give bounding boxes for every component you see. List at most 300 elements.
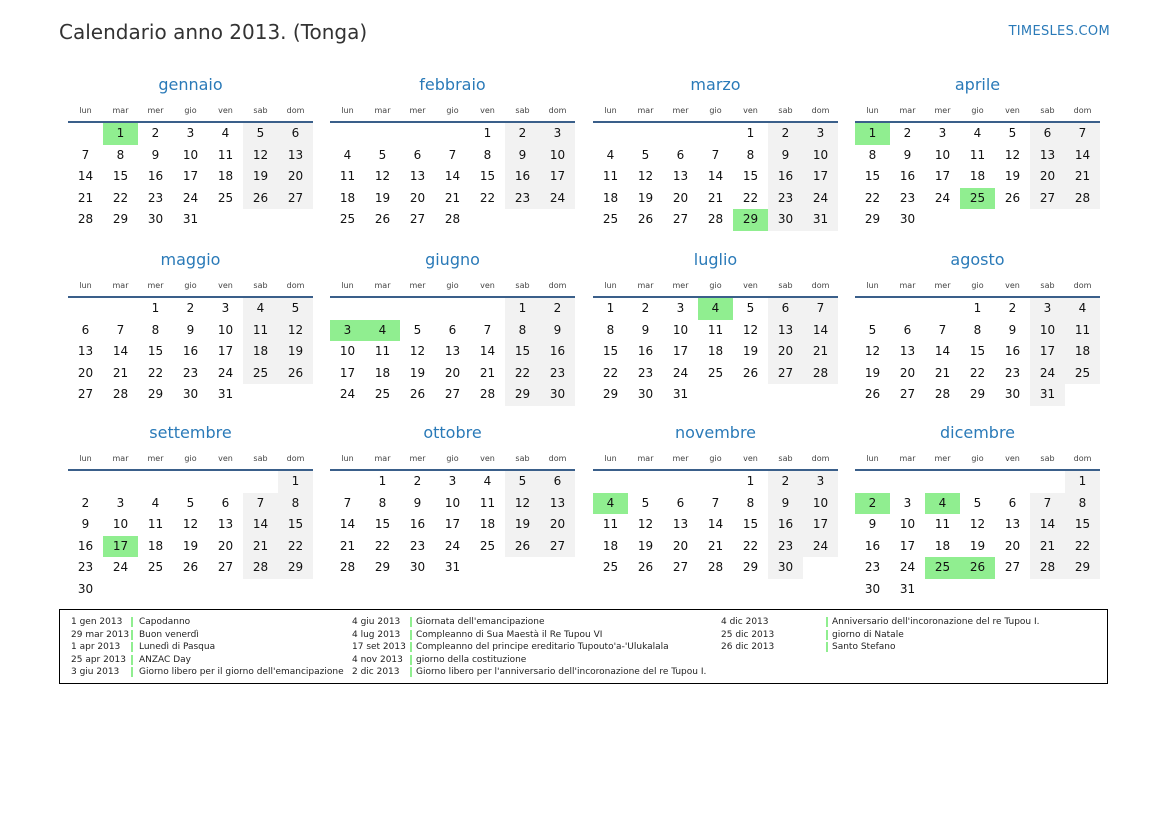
- day-cell: 13: [899, 344, 916, 359]
- day-cell: 25: [339, 212, 356, 227]
- holiday-name: giorno di Natale: [832, 629, 904, 640]
- month-name: luglio: [693, 250, 738, 269]
- empty-cell: [400, 123, 435, 145]
- weekday-label: sab: [253, 454, 268, 463]
- day-cell: 9: [641, 322, 650, 337]
- weekday-label: dom: [548, 281, 567, 290]
- month-name: marzo: [690, 75, 741, 94]
- weekday-label: sab: [253, 106, 268, 115]
- day-cell: 24: [182, 190, 199, 205]
- holiday-name: Compleanno del principe ereditario Tupouto'a-'Ulukalala: [416, 642, 669, 652]
- day-cell: 23: [182, 365, 199, 380]
- holiday-name: ANZAC Day: [139, 654, 191, 665]
- day-cell: 12: [182, 517, 199, 532]
- day-cell: 7: [116, 322, 125, 337]
- day-cell: 5: [413, 322, 422, 337]
- weekday-label: mer: [147, 106, 164, 115]
- day-cell: 10: [182, 147, 199, 162]
- day-cell: 27: [540, 536, 575, 558]
- day-grid: [330, 471, 575, 579]
- day-cell: 10: [540, 145, 575, 167]
- weekday-label: mar: [899, 454, 916, 463]
- day-cell: 29: [147, 387, 164, 402]
- day-cell: 31: [444, 560, 461, 575]
- day-cell: 3: [540, 123, 575, 145]
- day-cell: 28: [1065, 188, 1100, 210]
- holiday-marker: [410, 617, 412, 627]
- weekday-header: [330, 275, 575, 298]
- month-name: aprile: [954, 75, 1001, 94]
- day-cell: 28: [707, 560, 724, 575]
- holiday-day-cell: 1: [855, 123, 890, 145]
- day-cell: 2: [413, 474, 422, 488]
- day-cell: 23: [505, 188, 540, 210]
- weekday-label: mar: [374, 106, 391, 115]
- day-cell: 21: [707, 538, 724, 553]
- day-cell: 27: [672, 212, 689, 227]
- day-grid: [330, 123, 575, 231]
- day-cell: 3: [938, 126, 947, 140]
- day-cell: 4: [606, 147, 615, 162]
- day-cell: 30: [637, 387, 654, 402]
- day-cell: 9: [151, 147, 160, 162]
- day-cell: 6: [413, 147, 422, 162]
- day-cell: 15: [479, 169, 496, 184]
- month-agosto: [855, 245, 1100, 406]
- month-giugno: [330, 245, 575, 406]
- day-cell: 29: [112, 212, 129, 227]
- empty-cell: [663, 123, 698, 145]
- day-cell: 26: [243, 188, 278, 210]
- day-cell: 2: [641, 301, 650, 315]
- day-cell: 23: [637, 365, 654, 380]
- day-cell: 21: [112, 365, 129, 380]
- day-cell: 30: [409, 560, 426, 575]
- weekday-label: mar: [374, 454, 391, 463]
- day-cell: 18: [217, 169, 234, 184]
- day-cell: 16: [768, 514, 803, 536]
- weekday-label: gio: [709, 281, 722, 290]
- day-cell: 30: [1004, 387, 1021, 402]
- day-cell: 14: [934, 344, 951, 359]
- day-cell: 25: [374, 387, 391, 402]
- day-cell: 15: [742, 517, 759, 532]
- day-cell: 14: [707, 517, 724, 532]
- holiday-date: 29 mar 2013: [71, 629, 130, 640]
- day-cell: 13: [217, 517, 234, 532]
- day-cell: 10: [934, 147, 951, 162]
- day-cell: 28: [1030, 557, 1065, 579]
- empty-cell: [593, 123, 628, 145]
- day-cell: 27: [409, 212, 426, 227]
- day-cell: 23: [147, 190, 164, 205]
- weekday-label: dom: [286, 106, 305, 115]
- day-cell: 12: [505, 493, 540, 515]
- weekday-label: mar: [112, 106, 129, 115]
- day-cell: 27: [1030, 188, 1065, 210]
- day-cell: 28: [707, 212, 724, 227]
- holiday-date: 25 dic 2013: [721, 629, 775, 640]
- day-cell: 8: [505, 320, 540, 342]
- day-cell: 13: [672, 169, 689, 184]
- site-link[interactable]: TIMESLES.COM: [1008, 24, 1110, 39]
- empty-cell: [925, 471, 960, 493]
- day-cell: 28: [77, 212, 94, 227]
- day-cell: 22: [278, 536, 313, 558]
- day-cell: 10: [672, 322, 689, 337]
- empty-cell: [330, 298, 365, 320]
- weekday-label: lun: [604, 106, 617, 115]
- holiday-name: Lunedì di Pasqua: [139, 642, 216, 652]
- day-cell: 24: [899, 560, 916, 575]
- day-cell: 6: [676, 147, 685, 162]
- day-cell: 28: [243, 557, 278, 579]
- day-cell: 21: [707, 190, 724, 205]
- day-cell: 8: [868, 147, 877, 162]
- day-cell: 5: [278, 298, 313, 320]
- day-cell: 20: [278, 166, 313, 188]
- empty-cell: [470, 298, 505, 320]
- day-cell: 1: [483, 126, 492, 140]
- day-cell: 18: [969, 169, 986, 184]
- holiday-legend: [59, 609, 1108, 684]
- day-cell: 10: [803, 493, 838, 515]
- holiday-marker: [410, 630, 412, 640]
- day-cell: 2: [505, 123, 540, 145]
- day-cell: 2: [186, 301, 195, 315]
- day-cell: 17: [803, 166, 838, 188]
- weekday-label: ven: [480, 281, 495, 290]
- weekday-label: ven: [480, 106, 495, 115]
- day-cell: 20: [409, 190, 426, 205]
- day-cell: 11: [217, 147, 234, 162]
- empty-cell: [243, 471, 278, 493]
- month-name: gennaio: [158, 75, 223, 94]
- day-cell: 21: [444, 190, 461, 205]
- day-cell: 29: [969, 387, 986, 402]
- day-cell: 22: [147, 365, 164, 380]
- day-cell: 5: [868, 322, 877, 337]
- day-cell: 12: [374, 169, 391, 184]
- holiday-date: 1 gen 2013: [71, 617, 123, 627]
- holiday-day-cell: 1: [103, 123, 138, 145]
- day-cell: 22: [112, 190, 129, 205]
- day-cell: 23: [409, 538, 426, 553]
- day-cell: 23: [540, 363, 575, 385]
- weekday-label: sab: [1040, 281, 1055, 290]
- empty-cell: [1030, 471, 1065, 493]
- day-cell: 5: [746, 301, 755, 315]
- month-name: dicembre: [939, 423, 1016, 442]
- day-cell: 20: [217, 538, 234, 553]
- weekday-label: mar: [112, 281, 129, 290]
- day-cell: 5: [505, 471, 540, 493]
- day-cell: 11: [147, 517, 164, 532]
- weekday-label: ven: [1005, 281, 1020, 290]
- weekday-label: gio: [971, 454, 984, 463]
- day-cell: 29: [505, 384, 540, 406]
- day-cell: 14: [339, 517, 356, 532]
- day-cell: 10: [1030, 320, 1065, 342]
- day-cell: 25: [1065, 363, 1100, 385]
- day-cell: 8: [483, 147, 492, 162]
- month-name: settembre: [149, 423, 232, 442]
- day-cell: 17: [217, 344, 234, 359]
- weekday-label: lun: [866, 454, 879, 463]
- day-cell: 5: [378, 147, 387, 162]
- weekday-label: lun: [341, 281, 354, 290]
- day-cell: 11: [934, 517, 951, 532]
- page-title: Calendario anno 2013. (Tonga): [59, 20, 368, 44]
- month-aprile: [855, 70, 1100, 231]
- holiday-day-cell: 25: [925, 557, 960, 579]
- day-cell: 30: [540, 384, 575, 406]
- day-cell: 8: [746, 495, 755, 510]
- empty-cell: [890, 471, 925, 493]
- day-cell: 9: [903, 147, 912, 162]
- day-cell: 27: [77, 387, 94, 402]
- day-cell: 11: [1065, 320, 1100, 342]
- day-cell: 29: [278, 557, 313, 579]
- day-cell: 20: [540, 514, 575, 536]
- holiday-marker: [826, 630, 828, 640]
- day-cell: 17: [803, 514, 838, 536]
- day-cell: 23: [1004, 365, 1021, 380]
- weekday-label: gio: [971, 106, 984, 115]
- holiday-day-cell: 2: [855, 493, 890, 515]
- day-cell: 8: [151, 322, 160, 337]
- day-cell: 3: [903, 495, 912, 510]
- day-cell: 30: [768, 557, 803, 579]
- empty-cell: [890, 298, 925, 320]
- day-cell: 30: [768, 209, 803, 231]
- day-cell: 24: [672, 365, 689, 380]
- holiday-name: Capodanno: [139, 617, 191, 627]
- day-cell: 16: [505, 166, 540, 188]
- day-cell: 3: [221, 301, 230, 315]
- day-cell: 9: [768, 493, 803, 515]
- day-cell: 31: [672, 387, 689, 402]
- day-cell: 10: [339, 344, 356, 359]
- day-cell: 18: [339, 190, 356, 205]
- day-grid: [855, 471, 1100, 601]
- holiday-name: Compleanno di Sua Maestà il Re Tupou VI: [416, 629, 603, 640]
- day-cell: 1: [278, 471, 313, 493]
- day-cell: 1: [746, 126, 755, 140]
- day-cell: 6: [81, 322, 90, 337]
- day-cell: 20: [1004, 538, 1021, 553]
- holiday-day-cell: 25: [960, 188, 995, 210]
- day-cell: 26: [505, 536, 540, 558]
- day-cell: 23: [77, 560, 94, 575]
- day-cell: 23: [768, 188, 803, 210]
- day-cell: 5: [973, 495, 982, 510]
- empty-cell: [593, 471, 628, 493]
- day-cell: 28: [479, 387, 496, 402]
- empty-cell: [855, 471, 890, 493]
- day-cell: 13: [409, 169, 426, 184]
- day-cell: 24: [1030, 363, 1065, 385]
- month-febbraio: [330, 70, 575, 231]
- day-cell: 18: [147, 538, 164, 553]
- month-gennaio: [68, 70, 313, 231]
- day-cell: 27: [217, 560, 234, 575]
- day-cell: 28: [444, 212, 461, 227]
- day-cell: 12: [243, 145, 278, 167]
- day-cell: 18: [934, 538, 951, 553]
- day-cell: 17: [540, 166, 575, 188]
- holiday-day-cell: 29: [733, 209, 768, 231]
- day-cell: 15: [112, 169, 129, 184]
- day-cell: 15: [278, 514, 313, 536]
- empty-cell: [628, 123, 663, 145]
- day-cell: 12: [969, 517, 986, 532]
- day-cell: 25: [479, 538, 496, 553]
- day-cell: 20: [1030, 166, 1065, 188]
- day-cell: 24: [803, 188, 838, 210]
- day-cell: 3: [116, 495, 125, 510]
- day-cell: 21: [803, 341, 838, 363]
- day-cell: 20: [768, 341, 803, 363]
- weekday-label: ven: [743, 281, 758, 290]
- day-cell: 1: [973, 301, 982, 315]
- day-cell: 30: [864, 581, 881, 596]
- empty-cell: [628, 471, 663, 493]
- day-cell: 7: [243, 493, 278, 515]
- day-cell: 6: [1008, 495, 1017, 510]
- day-cell: 21: [1030, 536, 1065, 558]
- day-cell: 4: [151, 495, 160, 510]
- day-cell: 31: [1030, 384, 1065, 406]
- day-cell: 15: [969, 344, 986, 359]
- weekday-label: mer: [147, 454, 164, 463]
- weekday-label: dom: [548, 106, 567, 115]
- empty-cell: [698, 123, 733, 145]
- day-cell: 4: [343, 147, 352, 162]
- day-cell: 13: [278, 145, 313, 167]
- day-cell: 11: [479, 495, 496, 510]
- holiday-marker: [410, 642, 412, 652]
- empty-cell: [435, 298, 470, 320]
- holiday-date: 2 dic 2013: [352, 667, 400, 677]
- day-cell: 14: [479, 344, 496, 359]
- day-grid: [855, 298, 1100, 406]
- day-cell: 28: [112, 387, 129, 402]
- day-cell: 11: [243, 320, 278, 342]
- day-cell: 4: [483, 474, 492, 488]
- empty-cell: [173, 471, 208, 493]
- day-cell: 17: [899, 538, 916, 553]
- weekday-label: dom: [286, 454, 305, 463]
- day-cell: 13: [672, 517, 689, 532]
- day-cell: 16: [899, 169, 916, 184]
- weekday-label: gio: [971, 281, 984, 290]
- day-cell: 7: [1065, 123, 1100, 145]
- weekday-label: mar: [112, 454, 129, 463]
- empty-cell: [400, 298, 435, 320]
- day-cell: 30: [77, 581, 94, 596]
- day-cell: 13: [1004, 517, 1021, 532]
- day-cell: 17: [339, 365, 356, 380]
- empty-cell: [855, 298, 890, 320]
- day-cell: 19: [637, 190, 654, 205]
- day-cell: 10: [899, 517, 916, 532]
- empty-cell: [68, 471, 103, 493]
- day-cell: 15: [505, 341, 540, 363]
- day-cell: 31: [803, 209, 838, 231]
- weekday-header: [855, 448, 1100, 471]
- day-cell: 6: [540, 471, 575, 493]
- day-cell: 14: [77, 169, 94, 184]
- day-cell: 13: [1030, 145, 1065, 167]
- day-cell: 24: [803, 536, 838, 558]
- day-cell: 27: [444, 387, 461, 402]
- day-cell: 8: [116, 147, 125, 162]
- empty-cell: [330, 471, 365, 493]
- day-cell: 29: [602, 387, 619, 402]
- empty-cell: [103, 298, 138, 320]
- day-cell: 2: [81, 495, 90, 510]
- day-cell: 28: [934, 387, 951, 402]
- weekday-label: sab: [778, 454, 793, 463]
- day-cell: 15: [1065, 514, 1100, 536]
- holiday-name: Giornata dell'emancipazione: [416, 617, 545, 627]
- day-cell: 26: [864, 387, 881, 402]
- day-cell: 6: [221, 495, 230, 510]
- day-cell: 7: [343, 495, 352, 510]
- weekday-header: [855, 100, 1100, 123]
- day-cell: 22: [969, 365, 986, 380]
- day-cell: 25: [147, 560, 164, 575]
- holiday-marker: [410, 667, 412, 677]
- month-name: agosto: [950, 250, 1005, 269]
- day-cell: 22: [374, 538, 391, 553]
- weekday-label: lun: [341, 454, 354, 463]
- holiday-marker: [131, 617, 133, 627]
- day-cell: 5: [641, 147, 650, 162]
- day-cell: 22: [864, 190, 881, 205]
- holiday-name: Buon venerdì: [139, 629, 199, 640]
- weekday-label: mar: [899, 106, 916, 115]
- day-cell: 2: [151, 126, 160, 140]
- day-cell: 15: [147, 344, 164, 359]
- month-maggio: [68, 245, 313, 406]
- weekday-header: [68, 100, 313, 123]
- weekday-label: gio: [446, 281, 459, 290]
- empty-cell: [435, 123, 470, 145]
- weekday-label: dom: [811, 281, 830, 290]
- day-cell: 31: [217, 387, 234, 402]
- weekday-label: dom: [811, 106, 830, 115]
- weekday-label: mer: [672, 281, 689, 290]
- day-cell: 16: [182, 344, 199, 359]
- day-cell: 26: [278, 363, 313, 385]
- day-cell: 18: [479, 517, 496, 532]
- weekday-label: mer: [934, 106, 951, 115]
- day-cell: 31: [182, 212, 199, 227]
- day-grid: [68, 471, 313, 601]
- day-cell: 9: [868, 517, 877, 532]
- day-cell: 19: [182, 538, 199, 553]
- day-cell: 22: [742, 190, 759, 205]
- weekday-label: dom: [811, 454, 830, 463]
- day-cell: 16: [864, 538, 881, 553]
- day-cell: 1: [378, 474, 387, 488]
- empty-cell: [995, 471, 1030, 493]
- weekday-header: [855, 275, 1100, 298]
- weekday-label: mar: [637, 454, 654, 463]
- weekday-label: sab: [778, 106, 793, 115]
